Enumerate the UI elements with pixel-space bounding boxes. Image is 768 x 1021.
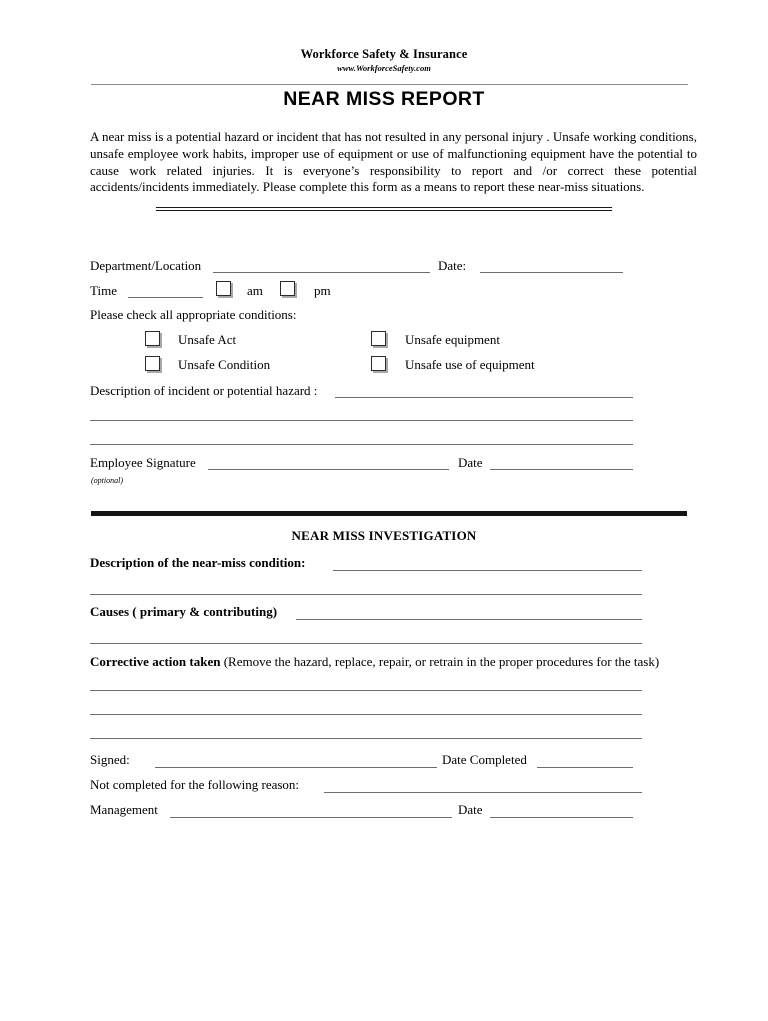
signed-label: Signed: bbox=[90, 752, 130, 767]
causes-input-line-1[interactable] bbox=[296, 619, 642, 620]
am-checkbox[interactable] bbox=[216, 281, 231, 296]
corrective-action-input-line-3[interactable] bbox=[90, 738, 642, 739]
checkbox-unsafe-equipment[interactable] bbox=[371, 331, 386, 346]
corrective-action-label bbox=[90, 654, 659, 670]
incident-description-label: Description of incident or potential hazard : bbox=[90, 383, 318, 398]
near-miss-condition-input-line-2[interactable] bbox=[90, 594, 642, 595]
label-unsafe-equipment: Unsafe equipment bbox=[405, 332, 500, 347]
management-date-label: Date bbox=[458, 802, 483, 817]
label-unsafe-act: Unsafe Act bbox=[178, 332, 237, 347]
corrective-action-label-detail: (Remove the hazard, replace, repair, or retrain in the proper procedures for the task) bbox=[220, 654, 660, 669]
checkbox-unsafe-condition[interactable] bbox=[145, 356, 160, 371]
date-completed-input[interactable] bbox=[537, 767, 633, 768]
intro-paragraph: A near miss is a potential hazard or incident that has not resulted in any personal injury . Unsafe working conditions, unsafe employee work habits, improper use of equipment or use of malfunctioning equipment have the potential to cause work related injuries. It is everyone’s responsibility to report and /or correct these potential accidents/incidents immediately. Please complete this form as a means to report these near-miss situations. bbox=[90, 129, 697, 195]
page-title: NEAR MISS REPORT bbox=[283, 88, 485, 110]
check-conditions-instruction: Please check all appropriate conditions: bbox=[90, 307, 297, 322]
employee-date-input[interactable] bbox=[490, 469, 633, 470]
not-completed-reason-label: Not completed for the following reason: bbox=[90, 777, 300, 792]
label-unsafe-condition: Unsafe Condition bbox=[178, 357, 271, 372]
causes-input-line-2[interactable] bbox=[90, 643, 642, 644]
time-label: Time bbox=[90, 283, 117, 298]
am-label: am bbox=[247, 283, 263, 298]
date-completed-label: Date Completed bbox=[442, 752, 527, 767]
corrective-action-input-line-2[interactable] bbox=[90, 714, 642, 715]
optional-note: (optional) bbox=[91, 476, 123, 485]
management-label: Management bbox=[90, 802, 158, 817]
incident-description-input-line-1[interactable] bbox=[335, 397, 633, 398]
header-divider bbox=[91, 84, 688, 85]
employee-date-label: Date bbox=[458, 455, 483, 470]
investigation-section-title: NEAR MISS INVESTIGATION bbox=[291, 528, 477, 543]
department-location-input[interactable] bbox=[213, 272, 430, 273]
corrective-action-label-bold: Corrective action taken bbox=[90, 654, 221, 669]
checkbox-unsafe-act[interactable] bbox=[145, 331, 160, 346]
checkbox-unsafe-use-of-equipment[interactable] bbox=[371, 356, 386, 371]
organization-website: www.WorkforceSafety.com bbox=[337, 63, 431, 73]
pm-label: pm bbox=[314, 283, 331, 298]
investigation-section-divider bbox=[91, 511, 687, 516]
causes-label: Causes ( primary & contributing) bbox=[90, 604, 278, 619]
not-completed-reason-input[interactable] bbox=[324, 792, 642, 793]
organization-name: Workforce Safety & Insurance bbox=[300, 47, 468, 61]
near-miss-condition-input-line-1[interactable] bbox=[333, 570, 642, 571]
pm-checkbox[interactable] bbox=[280, 281, 295, 296]
intro-double-divider bbox=[156, 207, 612, 211]
department-location-label: Department/Location bbox=[90, 258, 202, 273]
corrective-action-input-line-1[interactable] bbox=[90, 690, 642, 691]
employee-signature-label: Employee Signature bbox=[90, 455, 196, 470]
management-signature-input[interactable] bbox=[170, 817, 452, 818]
near-miss-condition-label: Description of the near-miss condition: bbox=[90, 555, 306, 570]
date-label: Date: bbox=[438, 258, 467, 273]
time-input[interactable] bbox=[128, 297, 203, 298]
employee-signature-input[interactable] bbox=[208, 469, 449, 470]
management-date-input[interactable] bbox=[490, 817, 633, 818]
date-input[interactable] bbox=[480, 272, 623, 273]
signed-input[interactable] bbox=[155, 767, 437, 768]
label-unsafe-use-of-equipment: Unsafe use of equipment bbox=[405, 357, 535, 372]
incident-description-input-line-2[interactable] bbox=[90, 420, 633, 421]
incident-description-input-line-3[interactable] bbox=[90, 444, 633, 445]
